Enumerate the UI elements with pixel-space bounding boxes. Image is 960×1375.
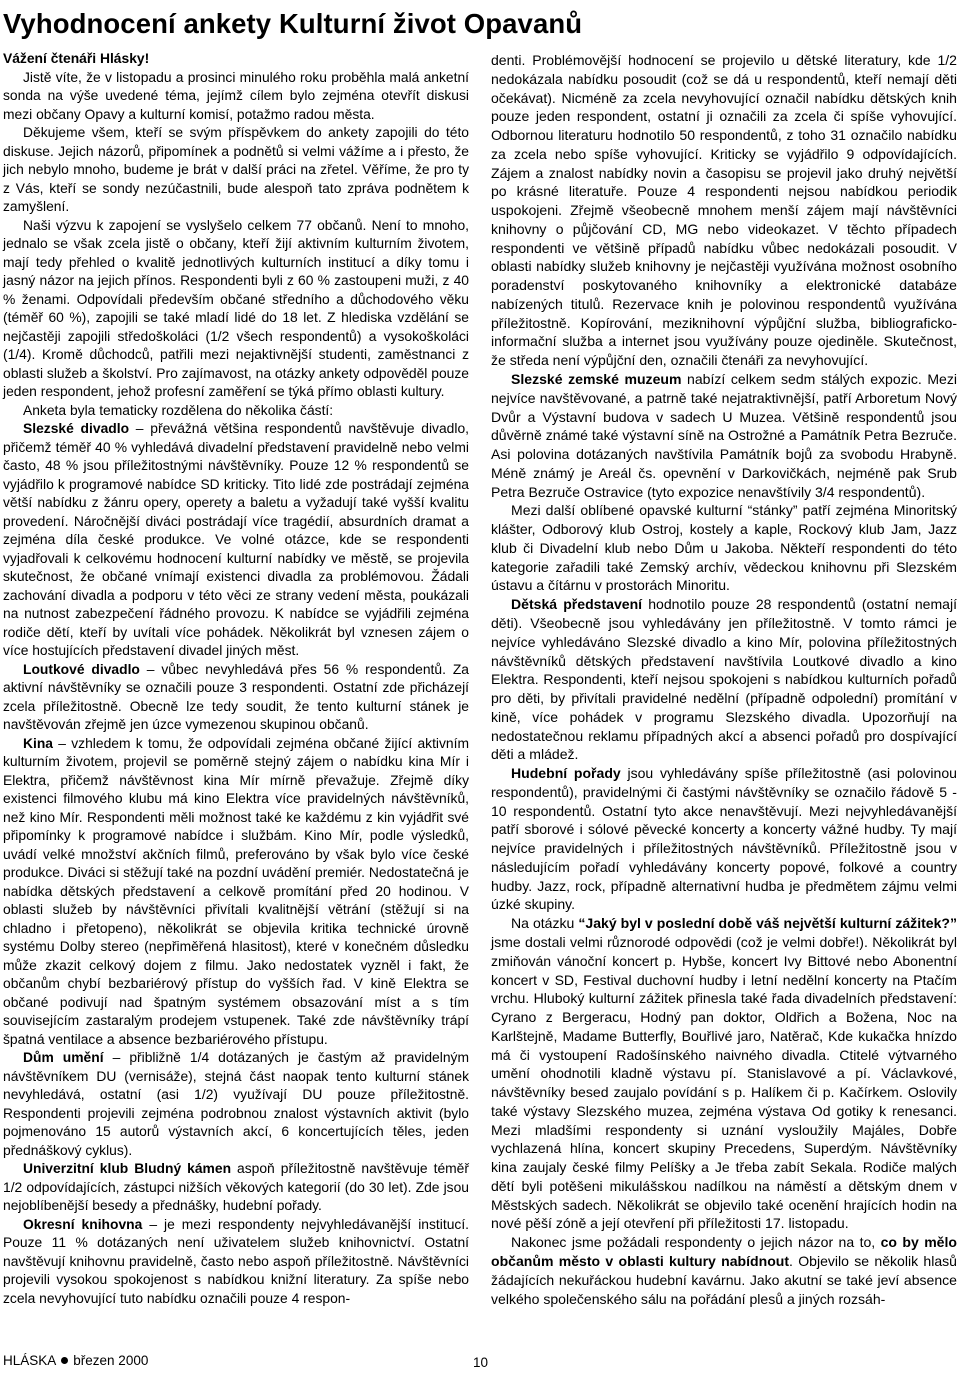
paragraph-nabidka: Nakonec jsme požádali respondenty o jejich názor na to, co by mělo občanům město v oblasti kultury nabídnout. Objevilo se několik hlasů žádajících nekuřáckou hudební kavárnu. Jako akutní se také jeví absence velkého společenského sálu na pořádání plesů a jiných rozsáh-: [491, 1234, 957, 1307]
label-muzeum: Slezské zemské muzeum: [511, 371, 682, 388]
label-nabidka: co by mělo občanům město v oblasti kultury nabídnout: [491, 1234, 957, 1269]
paragraph-bludny-kamen: Univerzitní klub Bludný kámen aspoň příležitostně navštěvuje téměř 1/2 odpovídajících, zástupci nižších věkových kategorií (do 30 let). Zde jsou nejoblíbenější besedy a přednášky, hudební pořady.: [3, 1160, 469, 1213]
label-slezske-divadlo: Slezské divadlo: [23, 420, 130, 436]
publication-name: HLÁSKA: [3, 1353, 57, 1368]
paragraph-intro: Jistě víte, že v listopadu a prosinci minulého roku proběhla malá anketní sonda na výše uvedené téma, jejímž cílem bylo zejména otevřít diskusi mezi občany Opavy a kulturní komisí, potažmo radou města.: [3, 68, 469, 122]
label-detska-predstaveni: Dětská představení: [511, 596, 643, 613]
paragraph-detska-predstaveni: Dětská představení hodnotilo pouze 28 respondentů (ostatní nemají děti). Všeobecně jsou vyhledávány jen příležitostně. V tomto rámci je nejvíce vyhledáváno Slezské divadlo a kino Mír, polovina příležitostných návštěvníků dětských představení navštívila Loutkové divadlo a kino Elektra. Respondenti, kteří nejsou spokojeni s nabídkou kulturních pořadů pro děti, by přivítali pravidelné nedělní (případně odpolední) promítání v kině, více pohádek v programu Slezského divadla. Upozorňují na nedostatečnou reklamu případných akcí a absenci pořadů pro dospívající děti a mládež.: [491, 596, 957, 763]
paragraph-loutkove-divadlo: Loutkové divadlo – vůbec nevyhledává přes 56 % respondentů. Za aktivní návštěvníky se označili pouze 3 respondenti. Ostatní zde přicházejí zcela příležitostně. Obecně lze tedy soudit, že tento kulturní stánek je navštěvován zřejmě jen úzce vymezenou skupinou občanů.: [3, 660, 469, 732]
article-title: Vyhodnocení ankety Kulturní život Opavanů: [3, 8, 583, 39]
issue-date: březen 2000: [73, 1353, 149, 1368]
paragraph-muzeum: Slezské zemské muzeum nabízí celkem sedm stálých expozic. Mezi nejvíce navštěvované, a patrně také nejatraktivnější, patří Arboretum Nový Dvůr a Výstavní budova v sadech U Muzea. Většině respondentů jsou důvěrně známé také výstavní síně na Ostrožné a Památník Petra Bezruče. Asi polovina dotázaných navštívila Památník bojů za svobodu Hrabyně. Méně známý je Areál čs. opevnění v Darkovičkách, nejméně pak Srub Petra Bezruče Ostravice (tyto expozice nenavštívily 3/4 respondentů).: [491, 371, 958, 500]
paragraph-thanks: Děkujeme všem, kteří se svým příspěvkem do ankety zapojili do této diskuse. Jejich názorů, připomínek a podnětů si velmi vážíme a i přesto, že jich nebylo mnoho, budeme je brát v další práci na zřetel. Věříme, že pro ty z Vás, kteří se sondy nezúčastnili, bude alespoň tato zpráva podnětem k zamyšlení.: [3, 124, 469, 214]
label-bludny-kamen: Univerzitní klub Bludný kámen: [23, 1160, 232, 1176]
right-column: [491, 51, 957, 1308]
paragraph-knihovna-cont: denti. Problémovější hodnocení se projevilo u dětské literatury, kde 1/2 nedokázala nabídku posoudit (což se dá u respondentů, kteří nemají děti očekávat). Nicméně za zcela nevyhovující označil nabídku dětských knih pouze jeden respondent, ostatní ji označili za zcela či spíše vyhovující. Odbornou literaturu hodnotilo 50 respondentů, z toho 31 označilo nabídku za zcela nebo spíše vyhovující. Kriticky se vyjádřilo 9 odpovídajících. Zájem a znalost nabídky novin a časopisu se projevil jako druhý největší po krásné literatuře. Pouze 4 respondenti nejsou nabídkou periodik uspokojeni. Zřejmě všeobecně mnohem menší zájem mají návštěvníci knihovny o půjčování CD, MG nebo videokazet. V těchto případech respondenti ve většině případů nabídku vůbec nedokázali posoudit. V oblasti nabídky služeb knihovny je nejčastěji využívána možnost osobního poradenství poskytovaného knihovníky a elektronické databáze nabízených titulů. Rezervace knih je polovinou respondentů využívána příležitostně. Kopírování, meziknihovní výpůjční služba, bibliograficko-informační služba a internet jsou využívány pouze ojediněle. Skutečnost, že středa není výpůjční den, označili čtenáři za nevyhovující.: [491, 52, 957, 369]
paragraph-knihovna: Okresní knihovna – je mezi respondenty nejvyhledávanější institucí. Pouze 11 % dotázaných není uživatelem služeb knihovnictví. Ostatní navštěvují knihovnu pravidelně, často nebo aspoň příležitostně. Návštěvníci projevili vysokou spokojenost s nabídkou knižní literatury. Za spíše nebo zcela nevyhovující tuto nabídku označili pouze 4 respon-: [3, 1215, 470, 1306]
paragraph-kina: Kina – vzhledem k tomu, že odpovídali zejména občané žijící aktivním kulturním životem, projevil se poměrně stejný zájem o nabídku kina Mír i Elektra, přičemž návštěvnost kina Mír mírně převažuje. Zřejmě díky existenci filmového klubu má kino Elektra více pravidelných návštěvníků, než kino Mír. Respondenti měli možnost také ke každému z kin vyjádřit své připomínky k programové nabídce i službám. Kino Mír, podle výsledků, uvádí velké množství akčních filmů, preferováno by však bylo více české produkce. Diváci si stěžují také na pozdní uvádění premiér. Nedostatečná je nabídka dětských představení a celkově promítání před 20 hodinou. V oblasti služeb by návštěvníci přivítali kvalitnější větrání (stěžují si na chladno i přetopeno), několikrát se objevila kritika technické úrovně systému Dolby stereo (nepřiměřená hlasitost), které v konečném důsledku může zkazit celkový dojem z filmu. Jako nedostatek vyzněl i fakt, že občanům chybí bezbariérový přístup do vyšších řad. V kině Elektra se občané podivují nad špatným systémem obsazování míst a s tím souvisejícím zastaralým prodejem vstupenek. Také zde návštěvníky trápí špatná ventilace a absence bezbariérového přístupu.: [3, 734, 469, 1047]
label-dum-umeni: Dům umění: [23, 1049, 104, 1065]
bullet-icon: [61, 1357, 68, 1364]
label-zazitek: “Jaký byl v poslední době váš největší kulturní zážitek?”: [578, 915, 957, 932]
left-column: [3, 49, 469, 1307]
paragraph-slezske-divadlo: Slezské divadlo – převážná většina respondentů navštěvuje divadlo, přičemž téměř 40 % vyhledává divadelní představení pravidelně nebo velmi často, 48 % jsou příležitostnými návštěvníky. Pouze 12 % respondentů se vyjádřilo k programové nabídce SD kriticky. Tito lidé zde postrádají zejména větší nabídku z žánru opery, operety a baletu a vyžadují také vyšší kvalitu provedení. Náročnější diváci postrádají více tragédií, absurdních dramat a zejména díla české produkce. Ve volné otázce, kde se respondenti vyjadřovali k celkovému hodnocení kulturní nabídky ve městě, se projevila skutečnost, že občané vnímají existenci divadla za problémovou. Žádali zachování divadla a podporu v této věci ze strany vedení města, poukázali na nutnost zabezpečení řádného provozu. K nabídce se vyjádřili zejména rodiče dětí, kteří by uvítali více pohádek. Několikrát byl vznesen zájem o více hostujících představení divadel jiných měst.: [3, 420, 469, 658]
page-footer: [3, 1353, 148, 1368]
label-knihovna: Okresní knihovna: [23, 1215, 143, 1232]
paragraph-sections: Anketa byla tematicky rozdělena do několika částí:: [23, 401, 334, 418]
label-loutkove-divadlo: Loutkové divadlo: [23, 660, 140, 677]
page-number: 10: [473, 1355, 489, 1370]
paragraph-other-venues: Mezi další oblíbené opavské kulturní “stánky” patří zejména Minoritský klášter, Odborový klub Ostroj, kostely a kaple, Rockový klub Jam, Jazz klub či Divadelní klub nebo Dům u Jakoba. Někteří respondenti do této kategorie zařadili také Zemský archív, vědeckou knihovnu při Slezském ústavu a čítárnu v prostorách Minoritu.: [491, 502, 957, 594]
label-hudebni-porady: Hudební pořady: [511, 765, 621, 782]
label-kina: Kina: [23, 734, 53, 751]
paragraph-zazitek: Na otázku “Jaký byl v poslední době váš největší kulturní zážitek?” jsme dostali velmi různorodé odpovědi (což je velmi dobře!). Několikrát byl zmiňován vánoční koncert p. Hybše, koncert Ivy Bittové nebo Abonentní koncert v SD, Festival duchovní hudby i letní nedělní koncerty na Ptačím vrchu. Hluboký kulturní zážitek přinesla také řada divadelních představení: Cyrano z Bergeracu, Hodný pan doktor, Oldřich a Božena, Noc na Karlštejně, Madame Butterfly, Bouřlivé jaro, Natěrač, Kde kukačka hnízdo má či vystoupení Radošínského naivného divadla. Ctitelé výtvarného umění ohodnotili kladně výstavu pí. Stanislavové a pí. Václavkové, návštěvníky besed zaujalo povídání s p. Halíkem či p. Kačírkem. Oslovily také výstavy Slezského muzea, zejména výstava Od gotiky k renesanci. Mezi mladšími respondenty si uznání vysloužily Majáles, Dobře vychlazená hlína, koncert skupiny Precedens, Superdým. Návštěvníky kina zaujaly české filmy Pelíšky a Je třeba zabít Sekala. Rodiče malých dětí byli potěšeni mikulášskou nadílkou na náměstí a dětským dnem v Městských sadech. Několikrát se objevilo také ocenění hrajících hodin na nové pěší zóně a její otevření při příležitosti 17. listopadu.: [491, 915, 957, 1232]
greeting: Vážení čtenáři Hlásky!: [3, 50, 150, 66]
paragraph-respondents: Naši výzvu k zapojení se vyslyšelo celkem 77 občanů. Není to mnoho, jednalo se však zcela jistě o občany, kteří žijí aktivním kulturním životem, mají tedy přehled o kvalitě jednotlivých kulturních institucí a díky tomu i jasný názor na jejich přínos. Respondenti byli z 60 % zastoupeni muži, z 40 % ženami. Odpovídali především občané středního a důchodového věku (téměř 60 %), zapojili se také mladí lidé do 18 let. Z hlediska vzdělání se nejčastěji zapojili středoškoláci (1/2 všech respondentů) a vysokoškoláci (1/4). Kromě důchodců, patřili mezi nejaktivnější studenti, zaměstnanci z oblasti služeb a školství. Pro zajímavost, na otázky ankety odpověděl pouze jeden respondent, jehož profesní zaměření se týká přímo oblasti kultury.: [3, 216, 469, 399]
paragraph-dum-umeni: Dům umění – přibližně 1/4 dotázaných je častým až pravidelným návštěvníkem DU (vernisáže), stejná část naopak tento kulturní stánek nevyhledává, ostatní (asi 1/2) využívají DU pouze příležitostně. Respondenti projevili zejména podrobnou znalost výstavních aktivit (bylo pojmenováno 15 autorů výstavních akcí, 6 koncertujících těles, jeden přednáškový cyklus).: [3, 1049, 469, 1158]
paragraph-hudebni-porady: Hudební pořady jsou vyhledávány spíše příležitostně (asi polovinou respondentů), pravidelnými či častými návštěvníky se označilo řádově 5 - 10 respondentů. Ostatní tyto akce nenavštěvují. Mezi nejvyhledávanější patří sborové i sólové pěvecké koncerty a koncerty vážné hudby. Ty mají nejvíce pravidelných i příležitostných návštěvníků. Příležitostně jsou v následujícím pořadí vyhledávány koncerty popové, folkové a country hudby. Jazz, rock, případně alternativní hudba je předmětem zájmu velmi úzké skupiny.: [491, 765, 957, 913]
